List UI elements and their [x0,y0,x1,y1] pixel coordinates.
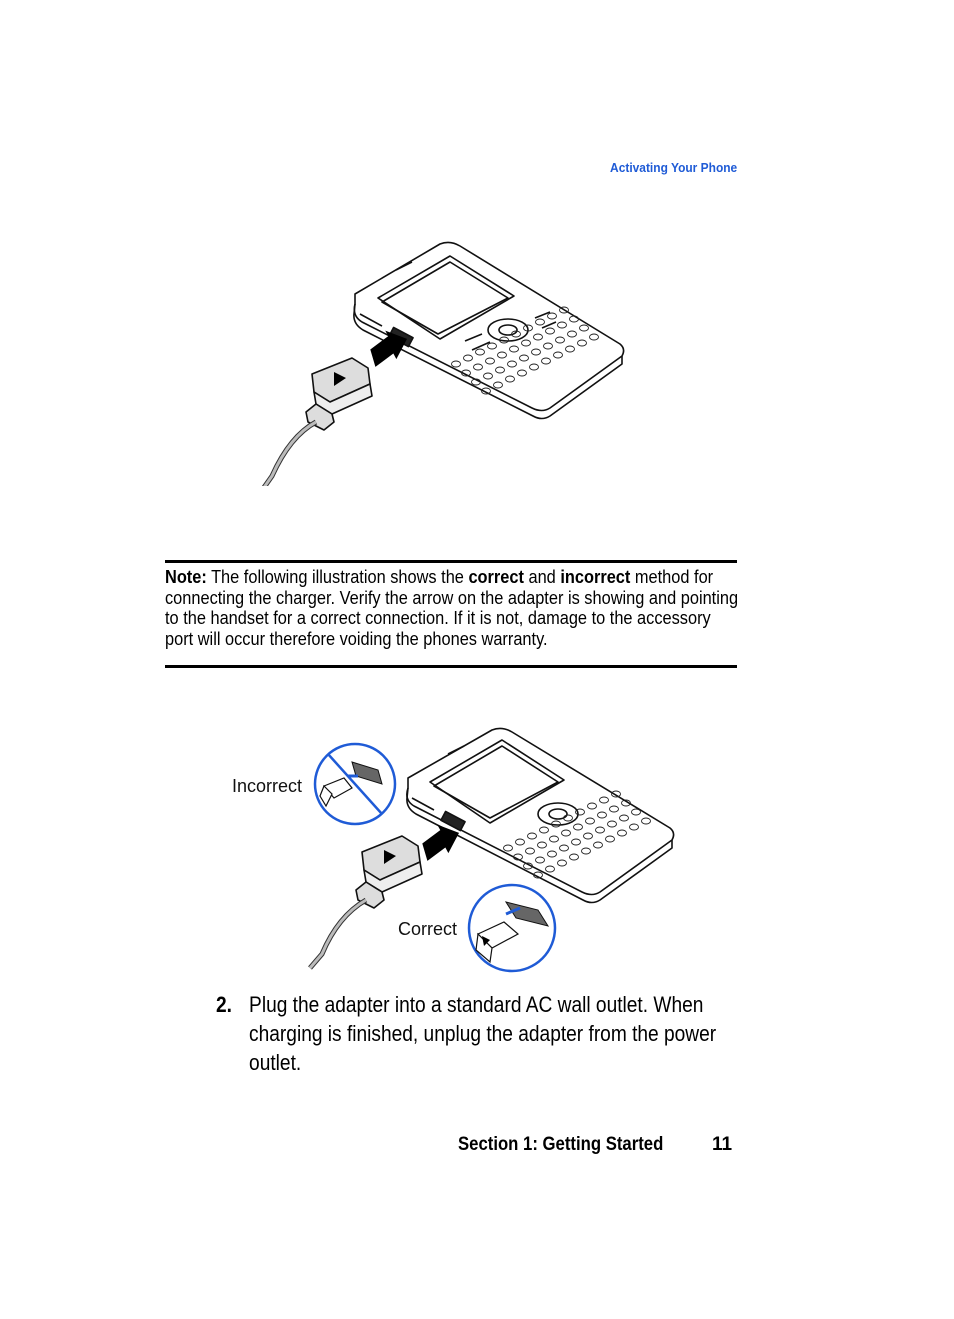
correct-label: Correct [398,919,458,939]
step-number: 2. [216,992,232,1017]
note-text-2: and [523,566,561,587]
note-label: Note: [165,566,207,587]
note-rule-top [165,560,737,563]
incorrect-callout [315,744,395,824]
correct-callout [469,885,555,971]
phone-charger-illustration [250,236,630,486]
note-text-1: The following illustration shows the [206,566,469,587]
incorrect-label: Incorrect [232,776,303,796]
step-text: Plug the adapter into a standard AC wall outlet. When charging is finished, unplug the adapter from the power outlet. [249,992,717,1075]
note-text-3: method for connecting the charger. Verify the arrow on the adapter is showing and pointing to the handset for a correct connection. If it is not, damage to the accessory port will occur therefore voiding the phones warranty. [165,566,739,649]
note-rule-bottom [165,665,737,668]
note-correct: correct [468,566,524,587]
correct-incorrect-illustration [228,722,680,974]
step-2 [216,990,738,1077]
running-header: Activating Your Phone [609,160,737,175]
footer-section: Section 1: Getting Started [458,1134,664,1155]
note-block [165,567,740,649]
page-number: 11 [712,1134,733,1155]
note-incorrect: incorrect [560,566,631,587]
